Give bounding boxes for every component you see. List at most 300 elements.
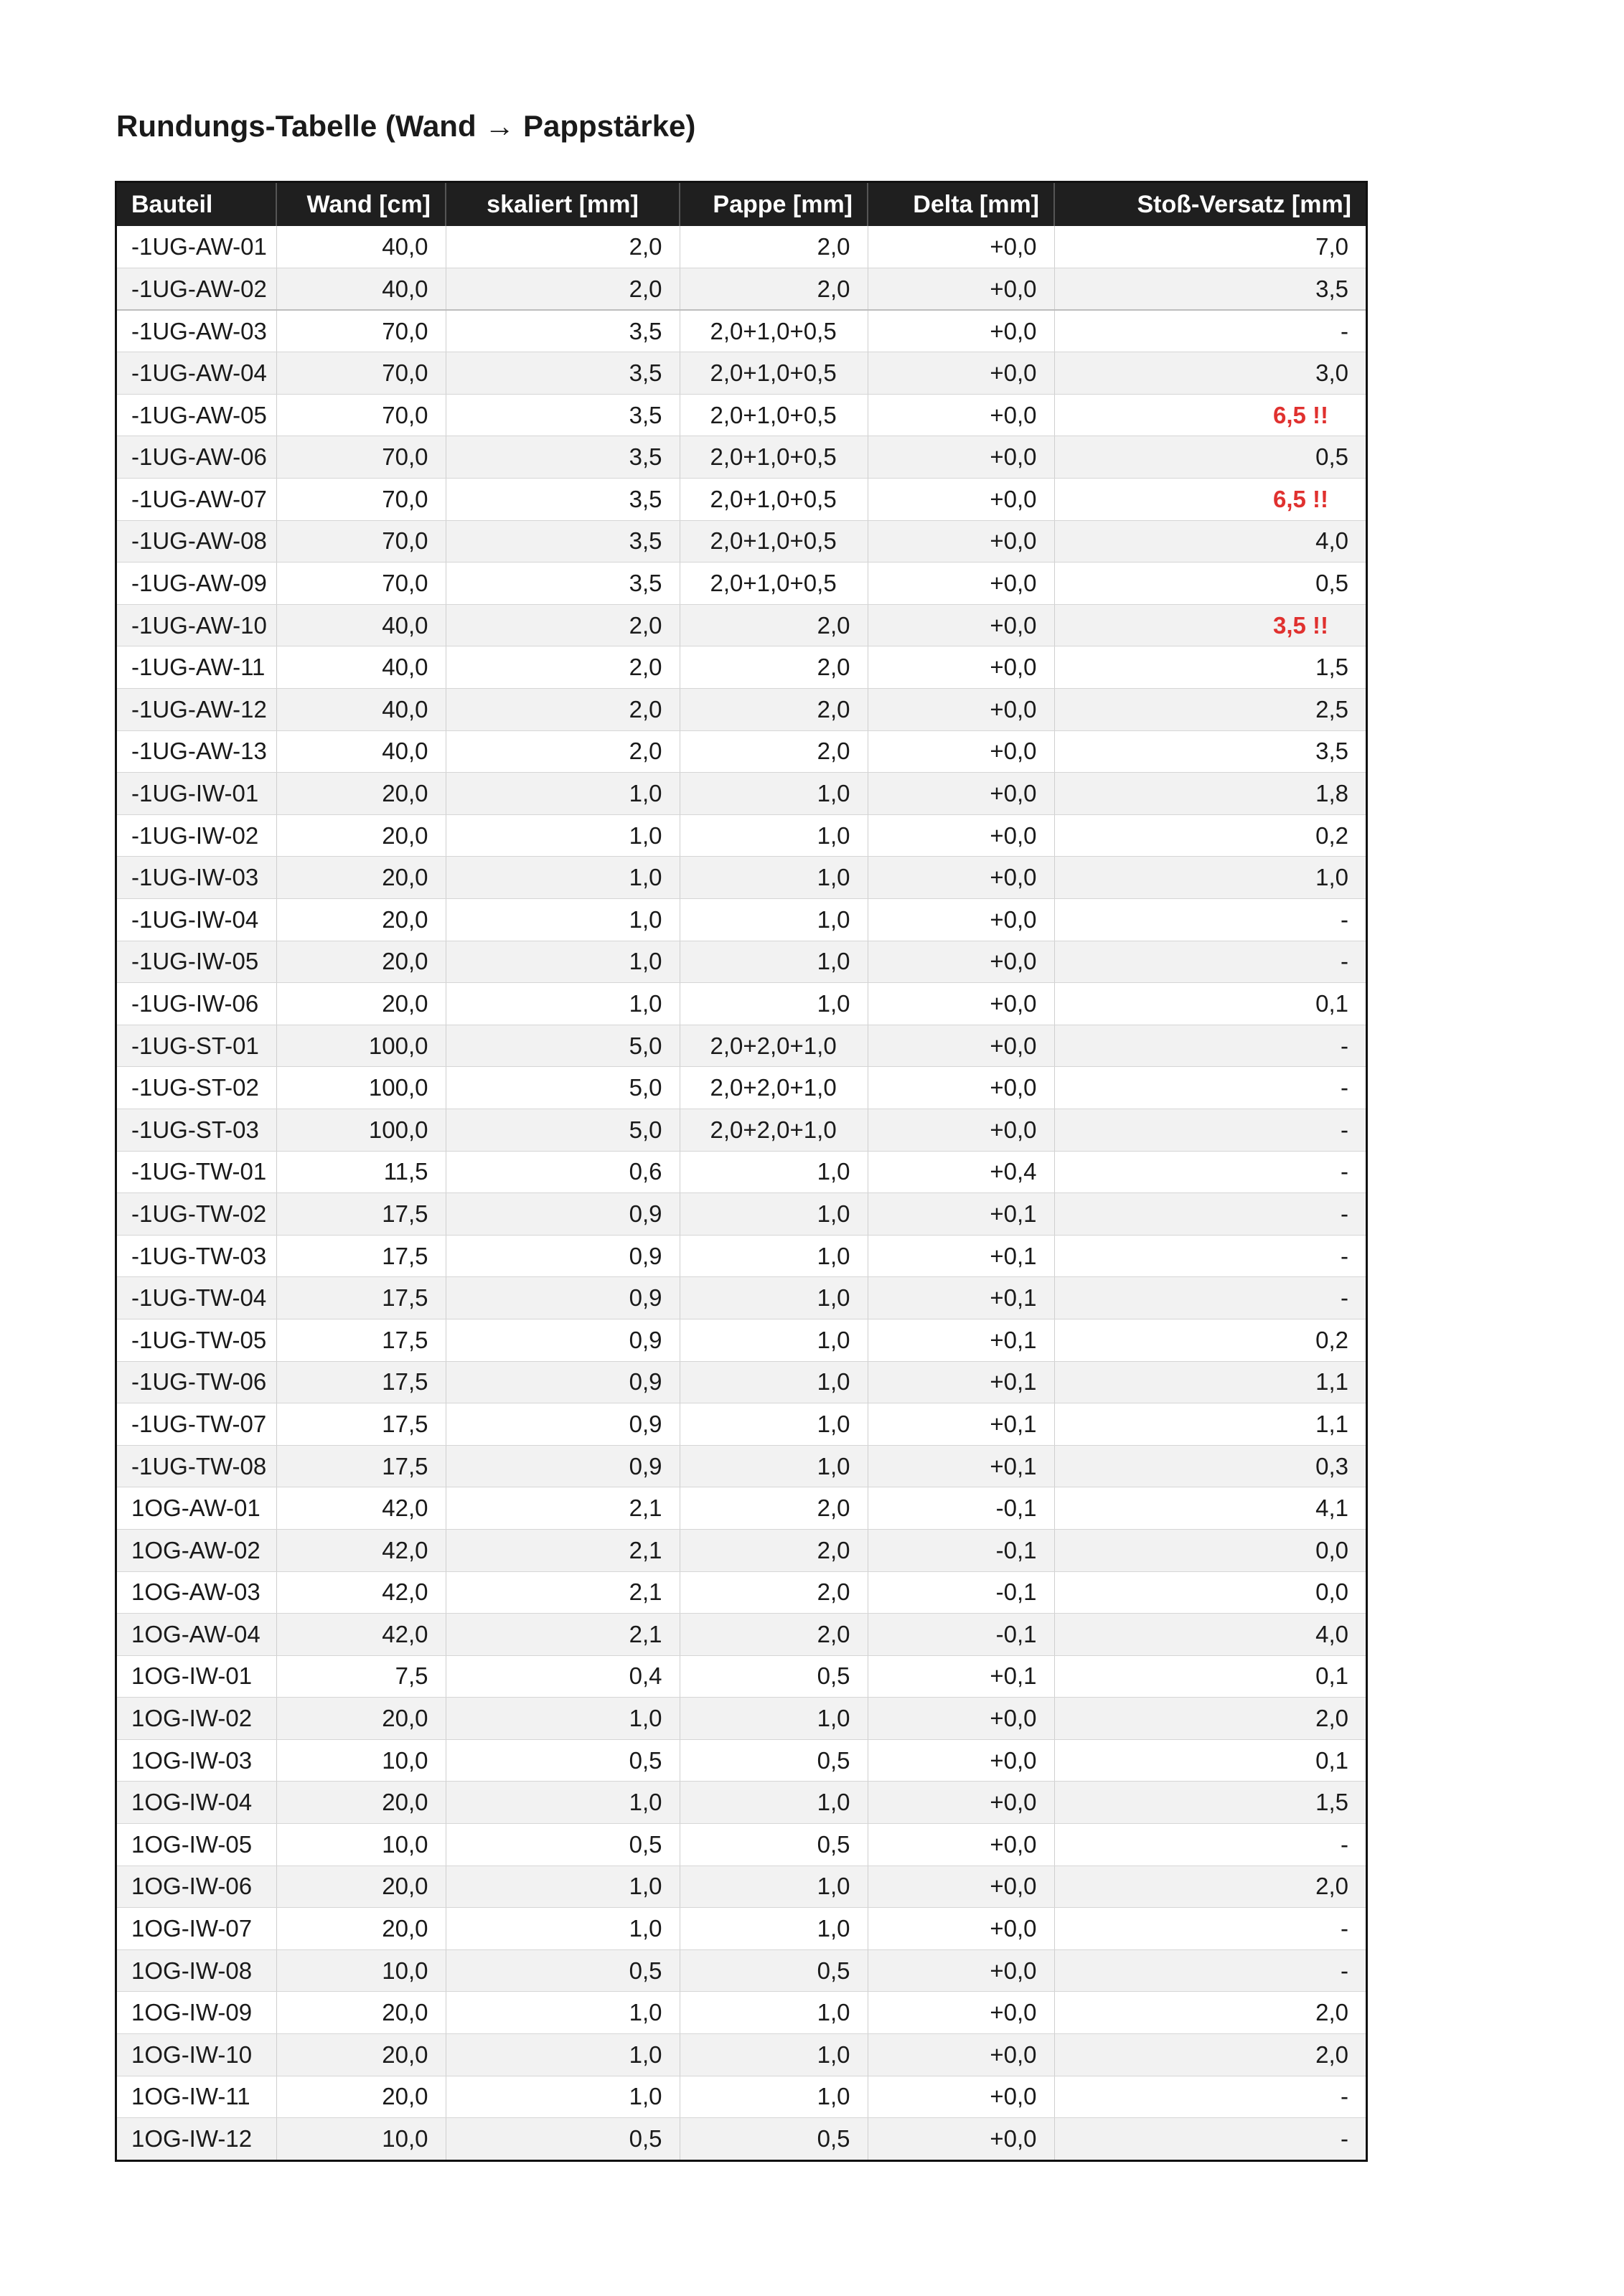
table-header (117, 183, 1366, 226)
table-row (117, 1614, 1366, 1656)
cell-bauteil: -1UG-AW-11 (117, 646, 276, 689)
cell-wand: 100,0 (276, 1067, 446, 1109)
cell-pappe: 2,0+2,0+1,0 (680, 1109, 868, 1151)
cell-bauteil: -1UG-IW-04 (117, 899, 276, 941)
cell-stoss-versatz: 6,5 !! (1054, 479, 1366, 521)
column-header-stoss-versatz: Stoß-Versatz [mm] (1054, 183, 1366, 226)
cell-stoss-versatz: 2,0 (1054, 1698, 1366, 1740)
cell-delta: -0,1 (868, 1529, 1054, 1571)
cell-skaliert: 2,1 (446, 1529, 680, 1571)
cell-bauteil: -1UG-TW-02 (117, 1193, 276, 1236)
cell-skaliert: 2,1 (446, 1614, 680, 1656)
cell-pappe: 2,0 (680, 1614, 868, 1656)
cell-pappe: 2,0+1,0+0,5 (680, 310, 868, 352)
table-row (117, 730, 1366, 773)
cell-stoss-versatz: 1,8 (1054, 773, 1366, 815)
cell-pappe: 1,0 (680, 2034, 868, 2076)
cell-skaliert: 1,0 (446, 983, 680, 1025)
table-row (117, 1403, 1366, 1446)
cell-delta: +0,0 (868, 983, 1054, 1025)
cell-wand: 17,5 (276, 1319, 446, 1361)
table-row (117, 814, 1366, 857)
cell-pappe: 2,0+1,0+0,5 (680, 479, 868, 521)
cell-wand: 40,0 (276, 226, 446, 268)
table-row (117, 1529, 1366, 1571)
cell-skaliert: 1,0 (446, 857, 680, 899)
table-row (117, 1361, 1366, 1403)
cell-pappe: 2,0+1,0+0,5 (680, 352, 868, 395)
table-row (117, 1319, 1366, 1361)
table-row (117, 1908, 1366, 1950)
cell-pappe: 0,5 (680, 1739, 868, 1782)
cell-skaliert: 0,5 (446, 1824, 680, 1866)
cell-wand: 70,0 (276, 436, 446, 479)
cell-skaliert: 5,0 (446, 1067, 680, 1109)
cell-skaliert: 2,0 (446, 646, 680, 689)
cell-stoss-versatz: - (1054, 1908, 1366, 1950)
table-row (117, 310, 1366, 352)
cell-stoss-versatz: 0,5 (1054, 436, 1366, 479)
cell-pappe: 1,0 (680, 1193, 868, 1236)
cell-skaliert: 0,9 (446, 1445, 680, 1487)
cell-pappe: 1,0 (680, 1782, 868, 1824)
cell-skaliert: 3,5 (446, 436, 680, 479)
table-row (117, 773, 1366, 815)
cell-bauteil: -1UG-ST-01 (117, 1025, 276, 1067)
cell-wand: 20,0 (276, 814, 446, 857)
cell-bauteil: -1UG-TW-08 (117, 1445, 276, 1487)
cell-stoss-versatz: 0,0 (1054, 1529, 1366, 1571)
cell-stoss-versatz: - (1054, 899, 1366, 941)
cell-skaliert: 2,0 (446, 689, 680, 731)
cell-delta: +0,0 (868, 941, 1054, 983)
cell-bauteil: 1OG-IW-07 (117, 1908, 276, 1950)
table-row (117, 1067, 1366, 1109)
table-row (117, 1445, 1366, 1487)
cell-skaliert: 1,0 (446, 773, 680, 815)
cell-stoss-versatz: 3,5 (1054, 268, 1366, 311)
table-row (117, 604, 1366, 646)
cell-skaliert: 3,5 (446, 563, 680, 605)
cell-stoss-versatz: 2,0 (1054, 2034, 1366, 2076)
cell-stoss-versatz: 0,5 (1054, 563, 1366, 605)
cell-pappe: 2,0 (680, 689, 868, 731)
table-row (117, 1739, 1366, 1782)
cell-pappe: 1,0 (680, 857, 868, 899)
cell-wand: 40,0 (276, 730, 446, 773)
cell-stoss-versatz: 2,5 (1054, 689, 1366, 731)
cell-pappe: 2,0+1,0+0,5 (680, 563, 868, 605)
cell-stoss-versatz: 6,5 !! (1054, 394, 1366, 436)
table-row (117, 857, 1366, 899)
cell-skaliert: 3,5 (446, 310, 680, 352)
cell-skaliert: 1,0 (446, 1698, 680, 1740)
cell-stoss-versatz: 0,0 (1054, 1571, 1366, 1614)
cell-stoss-versatz: - (1054, 310, 1366, 352)
cell-pappe: 2,0 (680, 604, 868, 646)
cell-stoss-versatz: 1,1 (1054, 1361, 1366, 1403)
cell-pappe: 2,0 (680, 730, 868, 773)
cell-bauteil: -1UG-IW-03 (117, 857, 276, 899)
cell-skaliert: 0,5 (446, 1739, 680, 1782)
cell-delta: +0,0 (868, 899, 1054, 941)
cell-delta: +0,0 (868, 268, 1054, 311)
table-row (117, 1571, 1366, 1614)
cell-skaliert: 0,9 (446, 1193, 680, 1236)
cell-wand: 70,0 (276, 310, 446, 352)
cell-bauteil: -1UG-AW-10 (117, 604, 276, 646)
cell-stoss-versatz: 1,0 (1054, 857, 1366, 899)
cell-bauteil: 1OG-IW-04 (117, 1782, 276, 1824)
cell-wand: 20,0 (276, 2076, 446, 2118)
cell-skaliert: 1,0 (446, 814, 680, 857)
table-row (117, 1193, 1366, 1236)
cell-delta: +0,0 (868, 520, 1054, 563)
cell-bauteil: -1UG-AW-07 (117, 479, 276, 521)
cell-delta: +0,0 (868, 773, 1054, 815)
cell-wand: 20,0 (276, 773, 446, 815)
table-row (117, 2034, 1366, 2076)
cell-bauteil: -1UG-AW-01 (117, 226, 276, 268)
cell-skaliert: 0,9 (446, 1319, 680, 1361)
table-row (117, 352, 1366, 395)
column-header-delta: Delta [mm] (868, 183, 1054, 226)
cell-stoss-versatz: 4,0 (1054, 520, 1366, 563)
cell-wand: 20,0 (276, 857, 446, 899)
rounding-table-container (115, 181, 1368, 2162)
cell-wand: 42,0 (276, 1571, 446, 1614)
table-row (117, 1992, 1366, 2034)
table-row (117, 394, 1366, 436)
cell-wand: 10,0 (276, 2118, 446, 2160)
cell-wand: 100,0 (276, 1025, 446, 1067)
cell-pappe: 2,0 (680, 1571, 868, 1614)
table-row (117, 268, 1366, 311)
cell-stoss-versatz: 1,1 (1054, 1403, 1366, 1446)
table-row (117, 1487, 1366, 1530)
table-row (117, 1949, 1366, 1992)
cell-delta: +0,0 (868, 1067, 1054, 1109)
column-header-pappe: Pappe [mm] (680, 183, 868, 226)
cell-pappe: 1,0 (680, 899, 868, 941)
cell-wand: 20,0 (276, 2034, 446, 2076)
table-row (117, 941, 1366, 983)
cell-wand: 20,0 (276, 941, 446, 983)
cell-bauteil: -1UG-TW-04 (117, 1277, 276, 1319)
cell-skaliert: 2,0 (446, 226, 680, 268)
table-row (117, 1866, 1366, 1908)
cell-stoss-versatz: - (1054, 1277, 1366, 1319)
cell-pappe: 1,0 (680, 2076, 868, 2118)
cell-skaliert: 1,0 (446, 1992, 680, 2034)
cell-stoss-versatz: 1,5 (1054, 646, 1366, 689)
cell-wand: 17,5 (276, 1235, 446, 1277)
cell-skaliert: 1,0 (446, 1866, 680, 1908)
cell-pappe: 2,0+2,0+1,0 (680, 1067, 868, 1109)
cell-bauteil: 1OG-AW-03 (117, 1571, 276, 1614)
page-title: Rundungs-Tabelle (Wand → Pappstärke) (116, 109, 696, 143)
cell-bauteil: -1UG-ST-02 (117, 1067, 276, 1109)
cell-stoss-versatz: 3,0 (1054, 352, 1366, 395)
cell-delta: +0,0 (868, 1992, 1054, 2034)
cell-delta: -0,1 (868, 1614, 1054, 1656)
cell-skaliert: 0,6 (446, 1151, 680, 1193)
cell-wand: 10,0 (276, 1824, 446, 1866)
cell-pappe: 1,0 (680, 1908, 868, 1950)
cell-wand: 42,0 (276, 1529, 446, 1571)
cell-pappe: 0,5 (680, 1949, 868, 1992)
cell-delta: +0,0 (868, 394, 1054, 436)
table-row (117, 520, 1366, 563)
table-row (117, 436, 1366, 479)
cell-bauteil: -1UG-AW-08 (117, 520, 276, 563)
cell-pappe: 0,5 (680, 2118, 868, 2160)
cell-stoss-versatz: 3,5 (1054, 730, 1366, 773)
cell-pappe: 1,0 (680, 1277, 868, 1319)
cell-bauteil: -1UG-TW-07 (117, 1403, 276, 1446)
cell-bauteil: 1OG-IW-11 (117, 2076, 276, 2118)
cell-stoss-versatz: 0,3 (1054, 1445, 1366, 1487)
table-row (117, 689, 1366, 731)
cell-stoss-versatz: - (1054, 1824, 1366, 1866)
cell-wand: 70,0 (276, 563, 446, 605)
cell-wand: 70,0 (276, 352, 446, 395)
cell-stoss-versatz: 1,5 (1054, 1782, 1366, 1824)
cell-wand: 40,0 (276, 604, 446, 646)
cell-pappe: 0,5 (680, 1655, 868, 1698)
cell-skaliert: 0,5 (446, 2118, 680, 2160)
cell-pappe: 1,0 (680, 1319, 868, 1361)
cell-pappe: 1,0 (680, 1698, 868, 1740)
cell-wand: 17,5 (276, 1361, 446, 1403)
table-row (117, 2076, 1366, 2118)
cell-delta: +0,0 (868, 1025, 1054, 1067)
cell-wand: 42,0 (276, 1487, 446, 1530)
cell-delta: +0,0 (868, 310, 1054, 352)
cell-skaliert: 0,5 (446, 1949, 680, 1992)
cell-delta: +0,0 (868, 2034, 1054, 2076)
cell-pappe: 1,0 (680, 814, 868, 857)
table-row (117, 2118, 1366, 2160)
cell-wand: 42,0 (276, 1614, 446, 1656)
cell-stoss-versatz: - (1054, 2076, 1366, 2118)
cell-bauteil: -1UG-AW-13 (117, 730, 276, 773)
cell-wand: 10,0 (276, 1739, 446, 1782)
cell-delta: +0,0 (868, 814, 1054, 857)
cell-pappe: 1,0 (680, 983, 868, 1025)
cell-bauteil: 1OG-IW-08 (117, 1949, 276, 1992)
cell-bauteil: -1UG-AW-06 (117, 436, 276, 479)
cell-wand: 20,0 (276, 1992, 446, 2034)
cell-pappe: 2,0 (680, 268, 868, 311)
table-row (117, 563, 1366, 605)
cell-delta: +0,0 (868, 1824, 1054, 1866)
cell-skaliert: 2,0 (446, 730, 680, 773)
cell-stoss-versatz: - (1054, 1025, 1366, 1067)
cell-delta: +0,0 (868, 1908, 1054, 1950)
table-row (117, 646, 1366, 689)
cell-bauteil: 1OG-AW-01 (117, 1487, 276, 1530)
cell-stoss-versatz: 2,0 (1054, 1992, 1366, 2034)
cell-bauteil: 1OG-IW-09 (117, 1992, 276, 2034)
cell-pappe: 1,0 (680, 1866, 868, 1908)
cell-pappe: 1,0 (680, 1151, 868, 1193)
cell-skaliert: 2,1 (446, 1571, 680, 1614)
cell-stoss-versatz: - (1054, 1949, 1366, 1992)
cell-skaliert: 2,1 (446, 1487, 680, 1530)
cell-wand: 20,0 (276, 1698, 446, 1740)
cell-bauteil: 1OG-IW-10 (117, 2034, 276, 2076)
cell-skaliert: 2,0 (446, 268, 680, 311)
cell-wand: 17,5 (276, 1403, 446, 1446)
cell-wand: 100,0 (276, 1109, 446, 1151)
cell-delta: +0,1 (868, 1319, 1054, 1361)
cell-wand: 17,5 (276, 1277, 446, 1319)
cell-pappe: 1,0 (680, 941, 868, 983)
cell-skaliert: 3,5 (446, 394, 680, 436)
cell-bauteil: -1UG-AW-09 (117, 563, 276, 605)
cell-stoss-versatz: 0,1 (1054, 983, 1366, 1025)
cell-stoss-versatz: - (1054, 2118, 1366, 2160)
cell-delta: +0,0 (868, 646, 1054, 689)
cell-skaliert: 1,0 (446, 2034, 680, 2076)
cell-skaliert: 0,9 (446, 1277, 680, 1319)
cell-skaliert: 1,0 (446, 1908, 680, 1950)
cell-delta: +0,1 (868, 1403, 1054, 1446)
cell-wand: 20,0 (276, 983, 446, 1025)
cell-delta: +0,0 (868, 1698, 1054, 1740)
cell-stoss-versatz: 2,0 (1054, 1866, 1366, 1908)
cell-wand: 20,0 (276, 1782, 446, 1824)
cell-stoss-versatz: 3,5 !! (1054, 604, 1366, 646)
cell-stoss-versatz: 4,1 (1054, 1487, 1366, 1530)
cell-pappe: 2,0+1,0+0,5 (680, 436, 868, 479)
cell-bauteil: -1UG-TW-03 (117, 1235, 276, 1277)
cell-wand: 10,0 (276, 1949, 446, 1992)
cell-delta: +0,0 (868, 1949, 1054, 1992)
cell-skaliert: 5,0 (446, 1025, 680, 1067)
cell-bauteil: -1UG-IW-01 (117, 773, 276, 815)
cell-bauteil: 1OG-AW-04 (117, 1614, 276, 1656)
table-body (117, 226, 1366, 2160)
cell-skaliert: 5,0 (446, 1109, 680, 1151)
cell-skaliert: 1,0 (446, 1782, 680, 1824)
cell-skaliert: 1,0 (446, 941, 680, 983)
cell-bauteil: 1OG-IW-06 (117, 1866, 276, 1908)
cell-bauteil: -1UG-TW-05 (117, 1319, 276, 1361)
cell-pappe: 2,0 (680, 226, 868, 268)
cell-bauteil: 1OG-IW-03 (117, 1739, 276, 1782)
table-row (117, 1824, 1366, 1866)
cell-bauteil: -1UG-ST-03 (117, 1109, 276, 1151)
cell-delta: +0,0 (868, 479, 1054, 521)
cell-wand: 40,0 (276, 646, 446, 689)
cell-bauteil: 1OG-IW-12 (117, 2118, 276, 2160)
cell-delta: +0,1 (868, 1193, 1054, 1236)
cell-stoss-versatz: - (1054, 941, 1366, 983)
table-row (117, 1235, 1366, 1277)
cell-stoss-versatz: 4,0 (1054, 1614, 1366, 1656)
cell-delta: +0,0 (868, 604, 1054, 646)
cell-wand: 7,5 (276, 1655, 446, 1698)
cell-delta: +0,1 (868, 1655, 1054, 1698)
cell-wand: 17,5 (276, 1193, 446, 1236)
table-header-row (117, 183, 1366, 226)
rounding-table (117, 183, 1366, 2160)
cell-stoss-versatz: 0,1 (1054, 1655, 1366, 1698)
cell-delta: +0,0 (868, 730, 1054, 773)
cell-bauteil: -1UG-IW-05 (117, 941, 276, 983)
cell-wand: 11,5 (276, 1151, 446, 1193)
cell-stoss-versatz: - (1054, 1151, 1366, 1193)
cell-delta: +0,0 (868, 1109, 1054, 1151)
column-header-skaliert: skaliert [mm] (446, 183, 680, 226)
cell-bauteil: -1UG-IW-02 (117, 814, 276, 857)
cell-skaliert: 3,5 (446, 352, 680, 395)
cell-bauteil: 1OG-IW-05 (117, 1824, 276, 1866)
column-header-wand: Wand [cm] (276, 183, 446, 226)
cell-bauteil: 1OG-IW-01 (117, 1655, 276, 1698)
cell-pappe: 2,0+2,0+1,0 (680, 1025, 868, 1067)
cell-skaliert: 3,5 (446, 520, 680, 563)
cell-wand: 40,0 (276, 268, 446, 311)
cell-skaliert: 2,0 (446, 604, 680, 646)
cell-wand: 20,0 (276, 899, 446, 941)
cell-delta: +0,0 (868, 2076, 1054, 2118)
cell-stoss-versatz: 0,2 (1054, 814, 1366, 857)
cell-delta: -0,1 (868, 1487, 1054, 1530)
cell-delta: +0,0 (868, 857, 1054, 899)
table-row (117, 1025, 1366, 1067)
cell-delta: +0,0 (868, 2118, 1054, 2160)
table-row (117, 1109, 1366, 1151)
cell-delta: +0,0 (868, 226, 1054, 268)
cell-bauteil: -1UG-TW-01 (117, 1151, 276, 1193)
table-row (117, 1782, 1366, 1824)
cell-delta: +0,4 (868, 1151, 1054, 1193)
cell-bauteil: 1OG-AW-02 (117, 1529, 276, 1571)
cell-bauteil: 1OG-IW-02 (117, 1698, 276, 1740)
cell-delta: +0,0 (868, 1866, 1054, 1908)
table-row (117, 983, 1366, 1025)
table-row (117, 1655, 1366, 1698)
cell-bauteil: -1UG-AW-03 (117, 310, 276, 352)
cell-wand: 70,0 (276, 479, 446, 521)
cell-delta: +0,0 (868, 436, 1054, 479)
cell-skaliert: 0,9 (446, 1235, 680, 1277)
cell-wand: 20,0 (276, 1908, 446, 1950)
table-row (117, 899, 1366, 941)
cell-pappe: 0,5 (680, 1824, 868, 1866)
column-header-bauteil: Bauteil (117, 183, 276, 226)
cell-pappe: 1,0 (680, 1403, 868, 1446)
table-row (117, 1698, 1366, 1740)
cell-delta: +0,1 (868, 1445, 1054, 1487)
cell-stoss-versatz: - (1054, 1109, 1366, 1151)
cell-pappe: 2,0 (680, 646, 868, 689)
cell-pappe: 1,0 (680, 1445, 868, 1487)
cell-stoss-versatz: - (1054, 1193, 1366, 1236)
cell-wand: 40,0 (276, 689, 446, 731)
cell-stoss-versatz: - (1054, 1235, 1366, 1277)
cell-bauteil: -1UG-AW-12 (117, 689, 276, 731)
cell-delta: +0,1 (868, 1277, 1054, 1319)
cell-pappe: 2,0 (680, 1529, 868, 1571)
cell-bauteil: -1UG-AW-04 (117, 352, 276, 395)
cell-delta: +0,1 (868, 1361, 1054, 1403)
cell-bauteil: -1UG-IW-06 (117, 983, 276, 1025)
cell-stoss-versatz: - (1054, 1067, 1366, 1109)
